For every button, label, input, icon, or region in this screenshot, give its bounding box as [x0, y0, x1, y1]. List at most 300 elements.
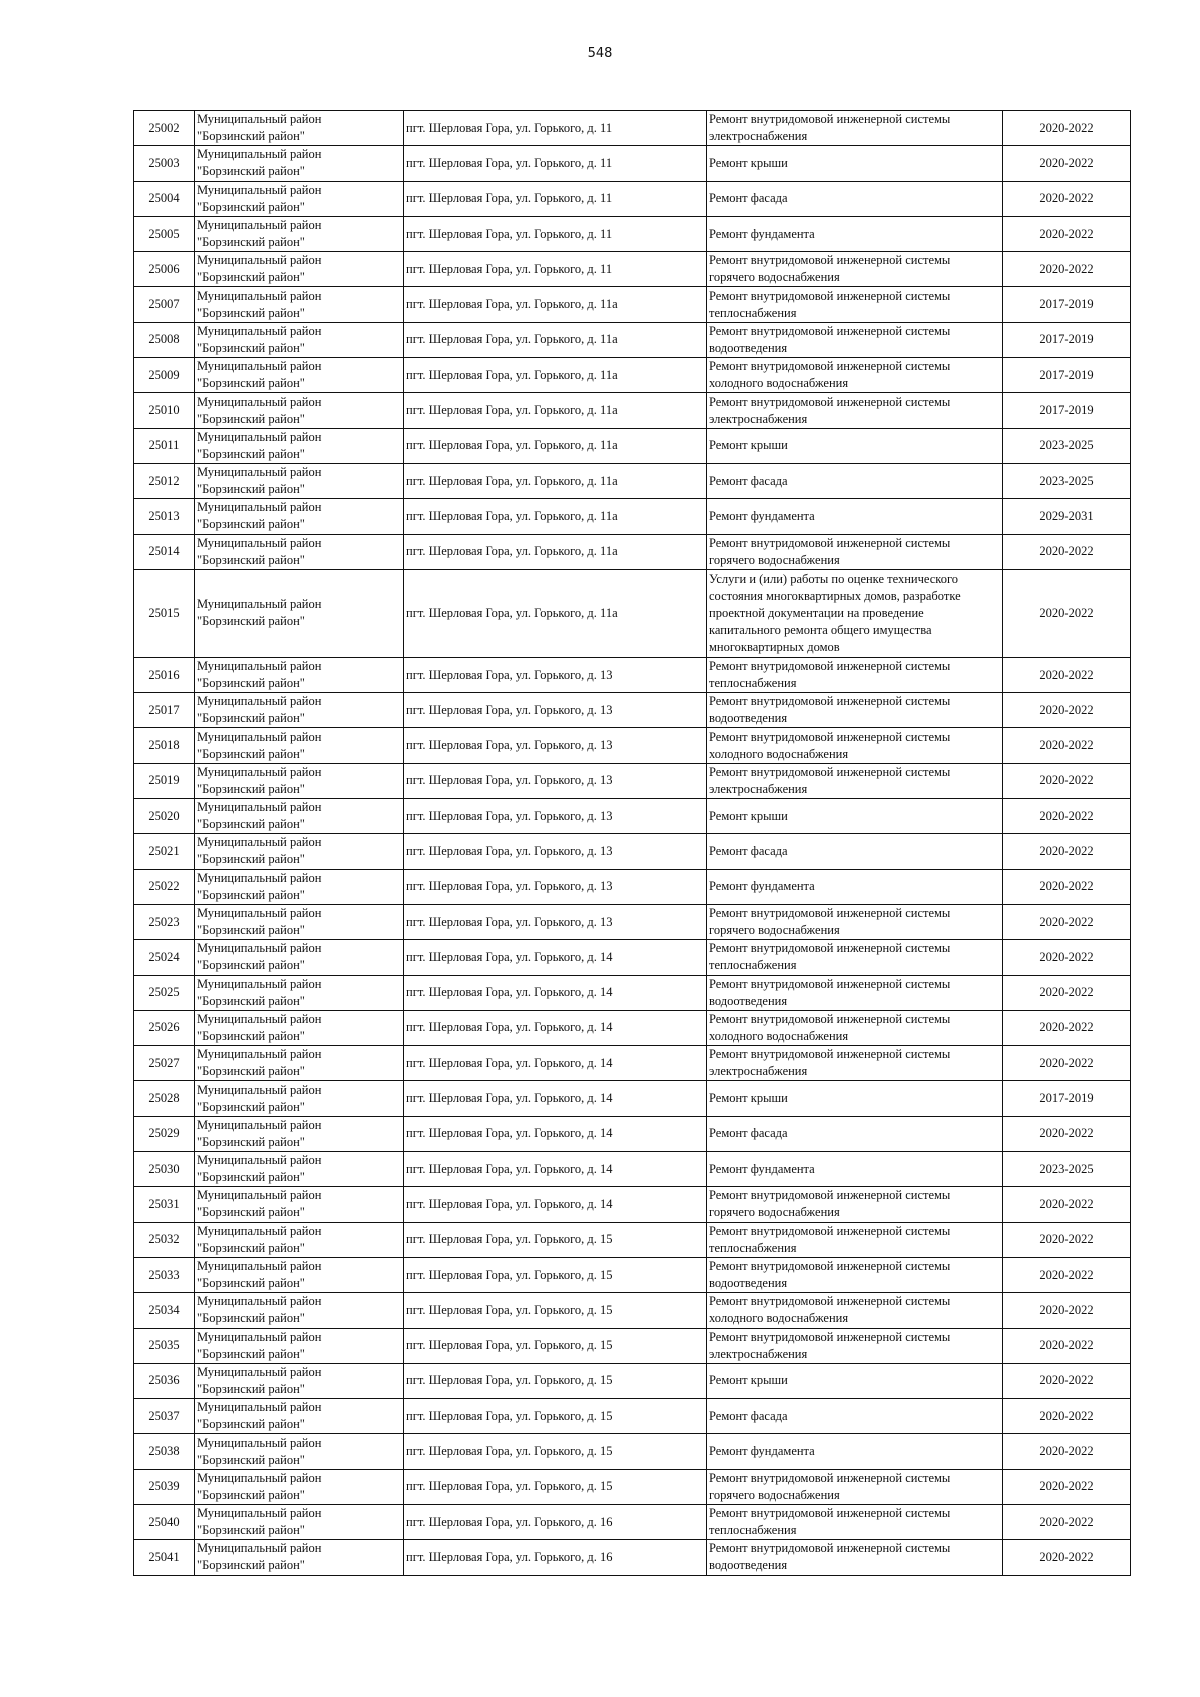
work-type-line: Ремонт фасада	[709, 1408, 788, 1423]
row-number-cell: 25026	[134, 1010, 195, 1045]
work-type-line: холодного водоснабжения	[709, 376, 849, 391]
table-row	[134, 393, 1131, 428]
period-cell: 2020-2022	[1003, 693, 1131, 728]
work-type-cell	[707, 1046, 1003, 1081]
address-cell: пгт. Шерловая Гора, ул. Горького, д. 13	[404, 869, 707, 904]
table-row	[134, 146, 1131, 181]
address-cell: пгт. Шерловая Гора, ул. Горького, д. 11а	[404, 428, 707, 463]
work-type-line: электроснабжения	[709, 1346, 808, 1361]
work-type-cell	[707, 534, 1003, 569]
period-cell: 2020-2022	[1003, 869, 1131, 904]
table-row	[134, 1469, 1131, 1504]
municipality-line: "Борзинский район"	[197, 235, 305, 250]
municipality-line: Муниципальный район	[197, 1506, 322, 1521]
work-type-line: Ремонт фасада	[709, 843, 788, 858]
municipality-line: "Борзинский район"	[197, 305, 305, 320]
municipality-line: Муниципальный район	[197, 764, 322, 779]
work-type-cell	[707, 146, 1003, 181]
municipality-cell	[195, 1116, 404, 1151]
municipality-cell	[195, 146, 404, 181]
work-type-cell	[707, 216, 1003, 251]
row-number-cell: 25036	[134, 1363, 195, 1398]
work-type-line: Ремонт фундамента	[709, 1444, 815, 1459]
work-type-line: Ремонт внутридомовой инженерной системы	[709, 764, 951, 779]
work-type-cell	[707, 834, 1003, 869]
work-type-cell	[707, 869, 1003, 904]
work-type-line: Ремонт внутридомовой инженерной системы	[709, 1506, 951, 1521]
work-type-cell	[707, 693, 1003, 728]
municipality-cell	[195, 799, 404, 834]
address-cell: пгт. Шерловая Гора, ул. Горького, д. 15	[404, 1469, 707, 1504]
municipality-line: Муниципальный район	[197, 1294, 322, 1309]
table-row	[134, 904, 1131, 939]
work-type-line: Ремонт внутридомовой инженерной системы	[709, 1047, 951, 1062]
address-cell: пгт. Шерловая Гора, ул. Горького, д. 11а	[404, 358, 707, 393]
work-type-line: Услуги и (или) работы по оценке технического	[709, 571, 959, 586]
work-type-cell	[707, 428, 1003, 463]
period-cell: 2020-2022	[1003, 569, 1131, 657]
municipality-line: "Борзинский район"	[197, 614, 305, 629]
table-row	[134, 216, 1131, 251]
table-row	[134, 834, 1131, 869]
period-cell: 2017-2019	[1003, 1081, 1131, 1116]
municipality-cell	[195, 1293, 404, 1328]
work-type-cell	[707, 181, 1003, 216]
municipality-line: "Борзинский район"	[197, 676, 305, 690]
work-type-line: Ремонт внутридомовой инженерной системы	[709, 253, 951, 268]
municipality-line: Муниципальный район	[197, 1117, 322, 1132]
period-cell: 2020-2022	[1003, 1363, 1131, 1398]
municipality-line: "Борзинский район"	[197, 517, 305, 532]
address-cell: пгт. Шерловая Гора, ул. Горького, д. 13	[404, 763, 707, 798]
row-number-cell: 25021	[134, 834, 195, 869]
municipality-cell	[195, 1540, 404, 1575]
municipality-line: "Борзинский район"	[197, 270, 305, 285]
work-type-line: горячего водоснабжения	[709, 1487, 840, 1502]
municipality-cell	[195, 534, 404, 569]
table-row	[134, 975, 1131, 1010]
work-type-cell	[707, 252, 1003, 287]
address-cell: пгт. Шерловая Гора, ул. Горького, д. 11а	[404, 393, 707, 428]
municipality-cell	[195, 940, 404, 975]
municipality-cell	[195, 904, 404, 939]
work-type-line: капитального ремонта общего имущества	[709, 622, 932, 637]
table-row	[134, 499, 1131, 534]
work-type-cell	[707, 940, 1003, 975]
municipality-line: "Борзинский район"	[197, 958, 305, 973]
row-number-cell: 25017	[134, 693, 195, 728]
municipality-cell	[195, 569, 404, 657]
row-number-cell: 25027	[134, 1046, 195, 1081]
work-type-cell	[707, 569, 1003, 657]
row-number-cell: 25041	[134, 1540, 195, 1575]
municipality-line: "Борзинский район"	[197, 340, 305, 355]
row-number-cell: 25020	[134, 799, 195, 834]
municipality-line: "Борзинский район"	[197, 1452, 305, 1467]
work-type-line: электроснабжения	[709, 129, 808, 144]
row-number-cell: 25014	[134, 534, 195, 569]
period-cell: 2020-2022	[1003, 111, 1131, 146]
row-number-cell: 25009	[134, 358, 195, 393]
address-cell: пгт. Шерловая Гора, ул. Горького, д. 13	[404, 728, 707, 763]
table-row	[134, 1257, 1131, 1292]
work-type-line: Ремонт внутридомовой инженерной системы	[709, 288, 951, 303]
row-number-cell: 25031	[134, 1187, 195, 1222]
municipality-line: "Борзинский район"	[197, 817, 305, 832]
period-cell: 2020-2022	[1003, 763, 1131, 798]
row-number-cell: 25037	[134, 1399, 195, 1434]
work-type-line: Ремонт фасада	[709, 1126, 788, 1141]
table-row	[134, 428, 1131, 463]
work-type-line: Ремонт внутридомовой инженерной системы	[709, 1294, 951, 1309]
municipality-line: "Борзинский район"	[197, 711, 305, 726]
municipality-line: "Борзинский район"	[197, 1134, 305, 1149]
table-row	[134, 1046, 1131, 1081]
row-number-cell: 25012	[134, 463, 195, 498]
municipality-line: Муниципальный район	[197, 1400, 322, 1415]
work-type-cell	[707, 322, 1003, 357]
period-cell: 2029-2031	[1003, 499, 1131, 534]
table-row	[134, 111, 1131, 146]
table-row	[134, 1187, 1131, 1222]
row-number-cell: 25007	[134, 287, 195, 322]
work-type-cell	[707, 499, 1003, 534]
municipality-cell	[195, 499, 404, 534]
work-type-line: водоотведения	[709, 1276, 788, 1291]
municipality-line: Муниципальный район	[197, 659, 322, 673]
municipality-line: "Борзинский район"	[197, 1346, 305, 1361]
work-type-line: холодного водоснабжения	[709, 1311, 849, 1326]
work-type-cell	[707, 358, 1003, 393]
period-cell: 2020-2022	[1003, 1257, 1131, 1292]
municipality-line: Муниципальный район	[197, 218, 322, 233]
table-row	[134, 940, 1131, 975]
municipality-line: Муниципальный район	[197, 906, 322, 921]
municipality-line: "Борзинский район"	[197, 1487, 305, 1502]
period-cell: 2017-2019	[1003, 358, 1131, 393]
work-type-line: Ремонт фундамента	[709, 508, 815, 523]
work-type-line: Ремонт крыши	[709, 808, 788, 823]
work-type-cell	[707, 799, 1003, 834]
period-cell: 2023-2025	[1003, 463, 1131, 498]
work-type-line: водоотведения	[709, 1558, 788, 1573]
address-cell: пгт. Шерловая Гора, ул. Горького, д. 14	[404, 1116, 707, 1151]
address-cell: пгт. Шерловая Гора, ул. Горького, д. 11	[404, 111, 707, 146]
municipality-cell	[195, 463, 404, 498]
municipality-cell	[195, 393, 404, 428]
work-type-cell	[707, 1187, 1003, 1222]
work-type-cell	[707, 1081, 1003, 1116]
table-row	[134, 1010, 1131, 1045]
municipality-line: "Борзинский район"	[197, 1311, 305, 1326]
municipality-line: Муниципальный район	[197, 1435, 322, 1450]
municipality-line: Муниципальный район	[197, 835, 322, 850]
municipality-line: Муниципальный район	[197, 1470, 322, 1485]
table-row	[134, 1328, 1131, 1363]
row-number-cell: 25028	[134, 1081, 195, 1116]
row-number-cell: 25003	[134, 146, 195, 181]
municipality-line: Муниципальный район	[197, 1259, 322, 1274]
municipality-line: "Борзинский район"	[197, 887, 305, 902]
table-row	[134, 1434, 1131, 1469]
address-cell: пгт. Шерловая Гора, ул. Горького, д. 11а	[404, 287, 707, 322]
row-number-cell: 25006	[134, 252, 195, 287]
row-number-cell: 25011	[134, 428, 195, 463]
work-type-cell	[707, 657, 1003, 692]
municipality-cell	[195, 428, 404, 463]
municipality-line: Муниципальный район	[197, 500, 322, 515]
period-cell: 2020-2022	[1003, 904, 1131, 939]
period-cell: 2020-2022	[1003, 657, 1131, 692]
table-row	[134, 358, 1131, 393]
work-type-line: горячего водоснабжения	[709, 270, 840, 285]
municipality-line: Муниципальный район	[197, 1153, 322, 1168]
table-row	[134, 1116, 1131, 1151]
work-type-line: Ремонт внутридомовой инженерной системы	[709, 729, 951, 744]
work-type-line: Ремонт внутридомовой инженерной системы	[709, 1188, 951, 1203]
municipality-cell	[195, 693, 404, 728]
row-number-cell: 25025	[134, 975, 195, 1010]
municipality-line: Муниципальный район	[197, 253, 322, 268]
table-row	[134, 657, 1131, 692]
period-cell: 2020-2022	[1003, 728, 1131, 763]
municipality-line: "Борзинский район"	[197, 1205, 305, 1220]
address-cell: пгт. Шерловая Гора, ул. Горького, д. 15	[404, 1328, 707, 1363]
work-type-line: Ремонт внутридомовой инженерной системы	[709, 535, 951, 550]
period-cell: 2020-2022	[1003, 799, 1131, 834]
municipality-cell	[195, 728, 404, 763]
work-type-cell	[707, 1010, 1003, 1045]
work-type-cell	[707, 1152, 1003, 1187]
municipality-cell	[195, 216, 404, 251]
row-number-cell: 25016	[134, 657, 195, 692]
period-cell: 2017-2019	[1003, 322, 1131, 357]
municipality-line: "Борзинский район"	[197, 1523, 305, 1538]
municipality-line: "Борзинский район"	[197, 129, 305, 144]
period-cell: 2020-2022	[1003, 146, 1131, 181]
row-number-cell: 25010	[134, 393, 195, 428]
municipality-line: Муниципальный район	[197, 182, 322, 197]
address-cell: пгт. Шерловая Гора, ул. Горького, д. 11а	[404, 569, 707, 657]
work-type-line: Ремонт внутридомовой инженерной системы	[709, 659, 951, 673]
address-cell: пгт. Шерловая Гора, ул. Горького, д. 14	[404, 1152, 707, 1187]
period-cell: 2020-2022	[1003, 1010, 1131, 1045]
address-cell: пгт. Шерловая Гора, ул. Горького, д. 11а	[404, 463, 707, 498]
municipality-line: "Борзинский район"	[197, 1558, 305, 1573]
municipality-line: "Борзинский район"	[197, 993, 305, 1008]
repair-schedule-table	[133, 110, 1131, 1576]
municipality-cell	[195, 1328, 404, 1363]
municipality-line: Муниципальный район	[197, 941, 322, 956]
work-type-line: Ремонт внутридомовой инженерной системы	[709, 323, 951, 338]
municipality-line: "Борзинский район"	[197, 1276, 305, 1291]
municipality-cell	[195, 1504, 404, 1539]
municipality-line: Муниципальный район	[197, 800, 322, 815]
work-type-line: электроснабжения	[709, 781, 808, 796]
address-cell: пгт. Шерловая Гора, ул. Горького, д. 15	[404, 1222, 707, 1257]
row-number-cell: 25004	[134, 181, 195, 216]
period-cell: 2020-2022	[1003, 1046, 1131, 1081]
municipality-cell	[195, 322, 404, 357]
work-type-cell	[707, 463, 1003, 498]
address-cell: пгт. Шерловая Гора, ул. Горького, д. 14	[404, 1046, 707, 1081]
municipality-line: "Борзинский район"	[197, 376, 305, 391]
municipality-line: Муниципальный район	[197, 359, 322, 374]
work-type-line: Ремонт фундамента	[709, 1161, 815, 1176]
municipality-cell	[195, 1222, 404, 1257]
municipality-line: Муниципальный район	[197, 597, 322, 612]
period-cell: 2020-2022	[1003, 252, 1131, 287]
municipality-cell	[195, 358, 404, 393]
work-type-cell	[707, 1257, 1003, 1292]
work-type-cell	[707, 904, 1003, 939]
municipality-line: "Борзинский район"	[197, 411, 305, 426]
period-cell: 2023-2025	[1003, 1152, 1131, 1187]
address-cell: пгт. Шерловая Гора, ул. Горького, д. 11	[404, 181, 707, 216]
work-type-line: Ремонт фасада	[709, 191, 788, 206]
municipality-line: "Борзинский район"	[197, 552, 305, 567]
work-type-cell	[707, 393, 1003, 428]
municipality-line: "Борзинский район"	[197, 1028, 305, 1043]
row-number-cell: 25038	[134, 1434, 195, 1469]
municipality-line: Муниципальный район	[197, 394, 322, 409]
address-cell: пгт. Шерловая Гора, ул. Горького, д. 15	[404, 1257, 707, 1292]
row-number-cell: 25034	[134, 1293, 195, 1328]
work-type-line: электроснабжения	[709, 411, 808, 426]
municipality-cell	[195, 181, 404, 216]
municipality-cell	[195, 1187, 404, 1222]
row-number-cell: 25030	[134, 1152, 195, 1187]
work-type-line: водоотведения	[709, 993, 788, 1008]
row-number-cell: 25039	[134, 1469, 195, 1504]
municipality-line: Муниципальный район	[197, 323, 322, 338]
municipality-cell	[195, 763, 404, 798]
address-cell: пгт. Шерловая Гора, ул. Горького, д. 14	[404, 1010, 707, 1045]
municipality-line: Муниципальный район	[197, 976, 322, 991]
municipality-line: "Борзинский район"	[197, 1417, 305, 1432]
table-row	[134, 1293, 1131, 1328]
municipality-line: "Борзинский район"	[197, 1170, 305, 1185]
work-type-line: теплоснабжения	[709, 958, 797, 973]
municipality-cell	[195, 1081, 404, 1116]
municipality-line: Муниципальный район	[197, 1364, 322, 1379]
table-row	[134, 1081, 1131, 1116]
row-number-cell: 25015	[134, 569, 195, 657]
row-number-cell: 25022	[134, 869, 195, 904]
municipality-line: Муниципальный район	[197, 147, 322, 162]
work-type-cell	[707, 1328, 1003, 1363]
work-type-line: Ремонт внутридомовой инженерной системы	[709, 359, 951, 374]
municipality-line: Муниципальный район	[197, 465, 322, 480]
work-type-line: Ремонт фундамента	[709, 226, 815, 241]
work-type-line: многоквартирных домов	[709, 639, 840, 654]
work-type-cell	[707, 763, 1003, 798]
municipality-cell	[195, 1363, 404, 1398]
work-type-cell	[707, 1363, 1003, 1398]
municipality-cell	[195, 657, 404, 692]
municipality-line: Муниципальный район	[197, 1223, 322, 1238]
work-type-line: Ремонт внутридомовой инженерной системы	[709, 941, 951, 956]
work-type-line: проектной документации на проведение	[709, 605, 924, 620]
municipality-cell	[195, 1434, 404, 1469]
period-cell: 2020-2022	[1003, 1328, 1131, 1363]
table-row	[134, 1540, 1131, 1575]
municipality-line: Муниципальный район	[197, 1011, 322, 1026]
municipality-line: Муниципальный район	[197, 1082, 322, 1097]
row-number-cell: 25002	[134, 111, 195, 146]
period-cell: 2020-2022	[1003, 1293, 1131, 1328]
work-type-line: Ремонт крыши	[709, 1091, 788, 1106]
address-cell: пгт. Шерловая Гора, ул. Горького, д. 14	[404, 1081, 707, 1116]
row-number-cell: 25018	[134, 728, 195, 763]
period-cell: 2020-2022	[1003, 534, 1131, 569]
work-type-line: теплоснабжения	[709, 1523, 797, 1538]
municipality-line: Муниципальный район	[197, 1541, 322, 1556]
municipality-cell	[195, 111, 404, 146]
address-cell: пгт. Шерловая Гора, ул. Горького, д. 13	[404, 904, 707, 939]
work-type-line: Ремонт внутридомовой инженерной системы	[709, 1541, 951, 1556]
row-number-cell: 25013	[134, 499, 195, 534]
work-type-line: Ремонт внутридомовой инженерной системы	[709, 394, 951, 409]
work-type-line: Ремонт крыши	[709, 1373, 788, 1388]
municipality-cell	[195, 252, 404, 287]
municipality-cell	[195, 287, 404, 322]
work-type-line: теплоснабжения	[709, 305, 797, 320]
period-cell: 2020-2022	[1003, 1222, 1131, 1257]
address-cell: пгт. Шерловая Гора, ул. Горького, д. 11а	[404, 499, 707, 534]
period-cell: 2023-2025	[1003, 428, 1131, 463]
work-type-line: Ремонт фундамента	[709, 879, 815, 894]
municipality-line: "Борзинский район"	[197, 923, 305, 938]
work-type-line: водоотведения	[709, 340, 788, 355]
address-cell: пгт. Шерловая Гора, ул. Горького, д. 15	[404, 1293, 707, 1328]
table-row	[134, 534, 1131, 569]
row-number-cell: 25008	[134, 322, 195, 357]
municipality-line: "Борзинский район"	[197, 1381, 305, 1396]
work-type-cell	[707, 1399, 1003, 1434]
address-cell: пгт. Шерловая Гора, ул. Горького, д. 13	[404, 693, 707, 728]
table-row	[134, 1152, 1131, 1187]
address-cell: пгт. Шерловая Гора, ул. Горького, д. 11а	[404, 534, 707, 569]
table-body	[134, 111, 1131, 1576]
work-type-line: Ремонт фасада	[709, 473, 788, 488]
work-type-line: Ремонт внутридомовой инженерной системы	[709, 906, 951, 921]
period-cell: 2020-2022	[1003, 1434, 1131, 1469]
work-type-line: холодного водоснабжения	[709, 1028, 849, 1043]
address-cell: пгт. Шерловая Гора, ул. Горького, д. 13	[404, 834, 707, 869]
municipality-line: "Борзинский район"	[197, 199, 305, 214]
row-number-cell: 25035	[134, 1328, 195, 1363]
work-type-line: электроснабжения	[709, 1064, 808, 1079]
municipality-line: "Борзинский район"	[197, 446, 305, 461]
table-row	[134, 763, 1131, 798]
period-cell: 2020-2022	[1003, 1540, 1131, 1575]
work-type-line: состояния многоквартирных домов, разработке	[709, 588, 961, 603]
municipality-cell	[195, 975, 404, 1010]
row-number-cell: 25040	[134, 1504, 195, 1539]
period-cell: 2017-2019	[1003, 287, 1131, 322]
municipality-line: "Борзинский район"	[197, 1064, 305, 1079]
period-cell: 2020-2022	[1003, 834, 1131, 869]
period-cell: 2020-2022	[1003, 940, 1131, 975]
work-type-line: горячего водоснабжения	[709, 552, 840, 567]
address-cell: пгт. Шерловая Гора, ул. Горького, д. 14	[404, 940, 707, 975]
municipality-cell	[195, 1046, 404, 1081]
table-row	[134, 799, 1131, 834]
address-cell: пгт. Шерловая Гора, ул. Горького, д. 11	[404, 216, 707, 251]
municipality-line: Муниципальный район	[197, 112, 322, 127]
row-number-cell: 25005	[134, 216, 195, 251]
